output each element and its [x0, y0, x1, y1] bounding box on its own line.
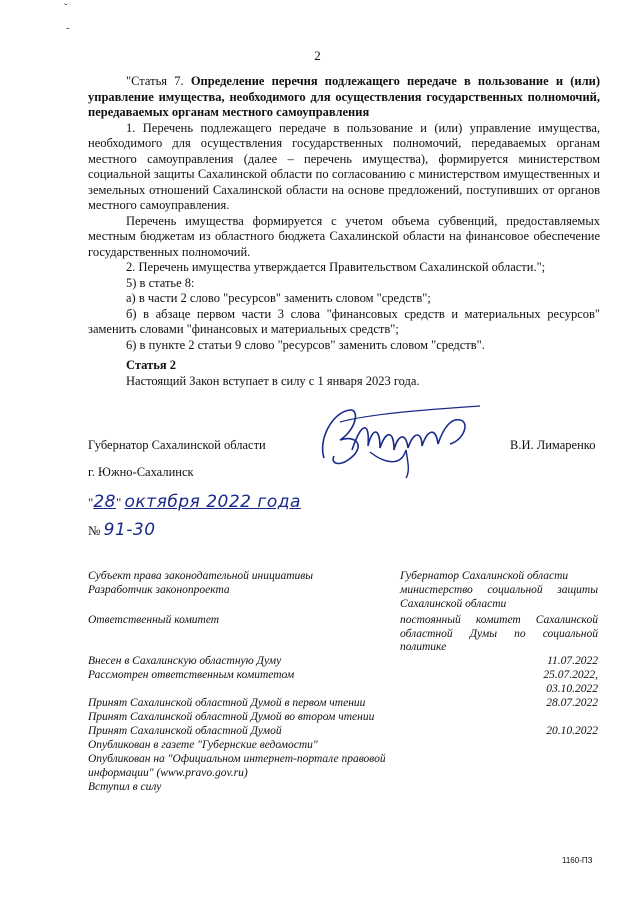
scan-mark: - — [66, 22, 70, 34]
date-month-year: октября 2022 года — [124, 492, 301, 512]
subject-label: Субъект права законодательной инициативы — [88, 570, 314, 582]
article-7-heading — [88, 74, 600, 121]
law-number — [88, 520, 156, 540]
reviewed-label: Рассмотрен ответственным комитетом — [88, 669, 295, 681]
handwritten-signature — [310, 400, 490, 480]
adopted-label: Принят Сахалинской областной Думой — [88, 725, 282, 737]
paragraph: Перечень имущества формируется с учетом объема субвенций, предоставляемых местным бюджетам из областного бюджета Сахалинской области на финансовое обеспечение государственных полномочий. — [88, 213, 600, 259]
law-number-value: 91-30 — [103, 520, 156, 540]
committee-value: постоянный комитет Сахалинской областной Думы по социальной политике — [400, 614, 598, 653]
paragraph: а) в части 2 слово "ресурсов" заменить словом "средств"; — [126, 291, 431, 305]
governor-label: Губернатор Сахалинской области — [88, 438, 266, 452]
document-code: 1160-ПЗ — [562, 856, 593, 865]
paragraph: 1. Перечень подлежащего передаче в пользование и (или) управление имущества, необходимого для осуществления государственных полномочий, передаваемых органам местного самоуправления (далее – перечень имущества), формируется министерством социальной защиты Сахалинской области по согласованию с министерством имущественных и земельных отношений Сахалинской области на основе предложений, поступивших от органов местного самоуправления. — [88, 120, 600, 212]
committee-label: Ответственный комитет — [88, 614, 220, 626]
signing-date — [88, 492, 301, 512]
in-force-label: Вступил в силу — [88, 781, 162, 793]
paragraph: б) в абзаце первом части 3 слова "финансовых средств и материальных ресурсов" заменить словами "финансовых и материальных средств"; — [88, 306, 600, 336]
subject-value: Губернатор Сахалинской области — [400, 570, 569, 582]
city: г. Южно-Сахалинск — [88, 465, 194, 479]
number-sign: № — [88, 523, 101, 538]
article-7-prefix: "Статья 7. — [126, 74, 191, 88]
paragraph: 2. Перечень имущества утверждается Правительством Сахалинской области."; — [126, 260, 546, 274]
governor-name: В.И. Лимаренко — [510, 438, 596, 452]
article-2-text: Настоящий Закон вступает в силу с 1 января 2023 года. — [126, 373, 420, 388]
published-portal: Опубликован на "Официальном интернет-портале правовой информации" (www.pravo.gov.ru) — [88, 753, 386, 779]
date-quote: " — [88, 495, 94, 510]
adopted-date: 20.10.2022 — [546, 725, 598, 737]
date-day: 28 — [93, 492, 116, 512]
page-number: 2 — [314, 48, 321, 63]
published-newspaper: Опубликован в газете "Губернские ведомости" — [88, 739, 318, 751]
developer-label: Разработчик законопроекта — [88, 584, 230, 596]
paragraph: 6) в пункте 2 статьи 9 слово "ресурсов" заменить словом "средств". — [126, 337, 485, 352]
paragraph: 5) в статье 8: — [126, 275, 195, 290]
article-7-title: Определение перечня подлежащего передаче в пользование и (или) управление имущества, необходимого для осуществления государственных полномочий, передаваемых органам местного самоуправления — [88, 74, 601, 119]
submitted-date: 11.07.2022 — [547, 655, 598, 667]
article-7-text — [88, 74, 600, 353]
second-reading-label: Принят Сахалинской областной Думой во втором чтении — [88, 711, 375, 723]
first-reading-label: Принят Сахалинской областной Думой в первом чтении — [88, 697, 366, 709]
first-reading-date: 28.07.2022 — [546, 697, 598, 709]
developer-value: министерство социальной защиты Сахалинской области — [400, 584, 598, 610]
scan-mark: ˇ — [64, 2, 68, 14]
reviewed-date: 25.07.2022, — [543, 669, 598, 681]
submitted-label: Внесен в Сахалинскую областную Думу — [88, 655, 282, 667]
article-2-title: Статья 2 — [126, 358, 176, 372]
reviewed-date: 03.10.2022 — [546, 683, 598, 695]
article-2 — [126, 358, 420, 389]
date-quote: " — [115, 495, 122, 510]
